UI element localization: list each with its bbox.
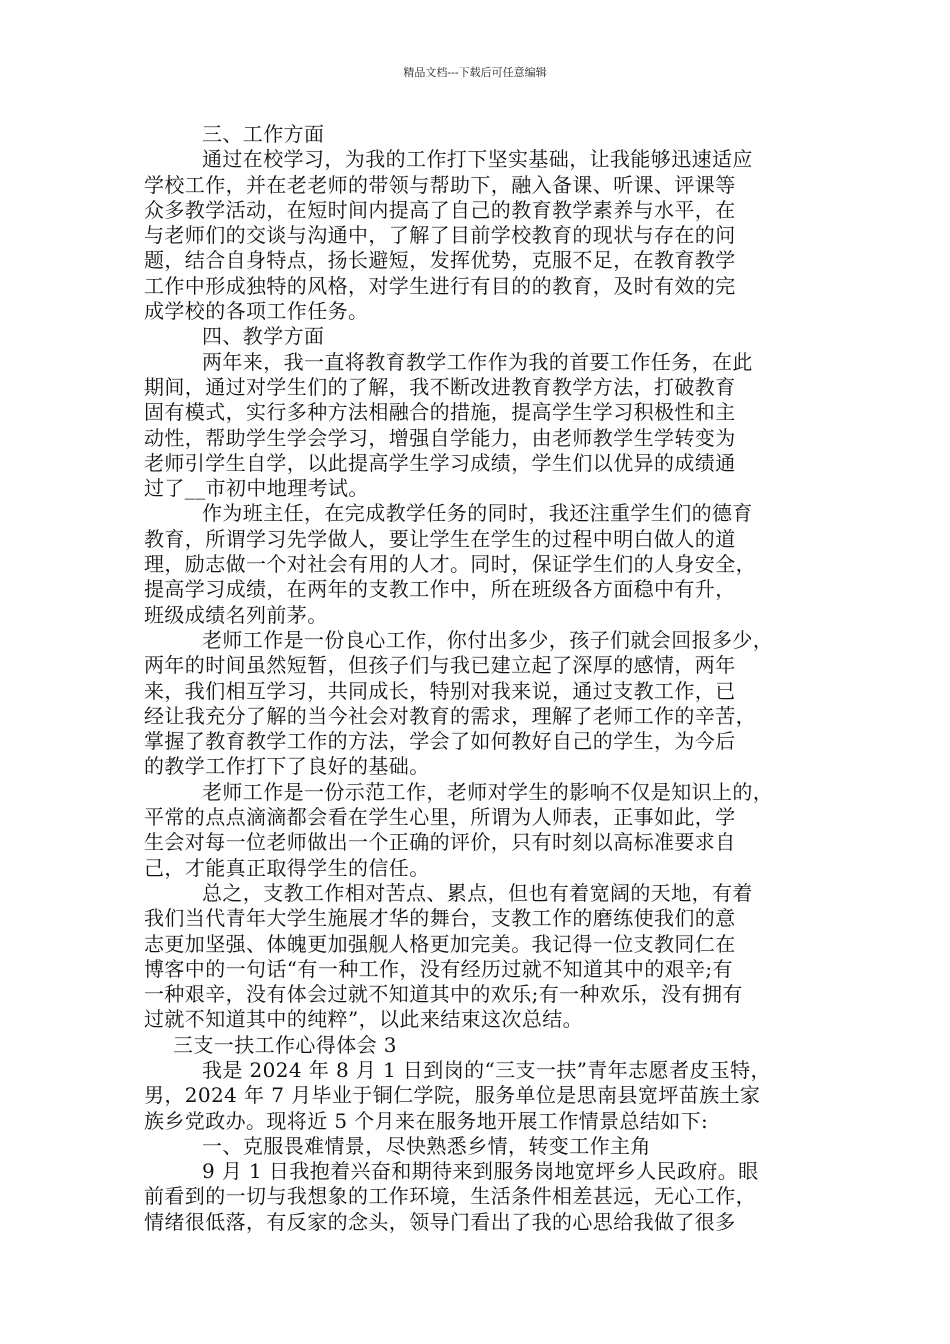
- text-line: 成学校的各项工作任务。: [144, 299, 369, 324]
- text-line: 平常的点点滴滴都会看在学生心里，所谓为人师表，正事如此，学: [144, 805, 736, 830]
- text-line: 的教学工作打下了良好的基础。: [144, 754, 430, 779]
- text-line: 族乡党政办。现将近 5 个月来在服务地开展工作情景总结如下:: [144, 1108, 709, 1133]
- text-line: 老师工作是一份良心工作，你付出多少，孩子们就会回报多少，: [202, 627, 774, 652]
- text-line: 老师工作是一份示范工作，老师对学生的影响不仅是知识上的，: [202, 779, 774, 804]
- text-line: 两年来，我一直将教育教学工作作为我的首要工作任务，在此: [202, 349, 753, 374]
- text-line: 我是 2024 年 8 月 1 日到岗的“三支一扶”青年志愿者皮玉特，: [202, 1057, 771, 1082]
- text-line: 题，结合自身特点，扬长避短，发挥优势，克服不足，在教育教学: [144, 248, 736, 273]
- text-line: 三、工作方面: [202, 122, 325, 146]
- text-line: 博客中的一句话“有一种工作，没有经历过就不知道其中的艰辛;有: [144, 956, 733, 981]
- document-body: [144, 122, 824, 1235]
- text-line: 己，才能真正取得学生的信任。: [144, 855, 430, 880]
- text-line: 男，2024 年 7 月毕业于铜仁学院，服务单位是思南县宽坪苗族土家: [144, 1083, 761, 1108]
- text-line: 众多教学活动，在短时间内提高了自己的教育教学素养与水平，在: [144, 197, 736, 222]
- text-line: 理，励志做一个对社会有用的人才。同时，保证学生们的人身安全，: [144, 552, 756, 577]
- text-line: 动性，帮助学生学会学习，增强自学能力，由老师教学生学转变为: [144, 425, 736, 450]
- text-line: 学校工作，并在老老师的带领与帮助下，融入备课、听课、评课等: [144, 172, 736, 197]
- text-line: 一、克服畏难情景，尽快熟悉乡情，转变工作主角: [202, 1133, 651, 1158]
- text-line: 工作中形成独特的风格，对学生进行有目的的教育，及时有效的完: [144, 273, 736, 298]
- text-line: 固有模式，实行多种方法相融合的措施，提高学生学习积极性和主: [144, 400, 736, 425]
- text-line: 过了__市初中地理考试。: [144, 476, 369, 501]
- text-line: 三支一扶工作心得体会 3: [173, 1032, 397, 1057]
- text-line: 一种艰辛，没有体会过就不知道其中的欢乐;有一种欢乐，没有拥有: [144, 982, 743, 1007]
- text-line: 提高学习成绩，在两年的支教工作中，所在班级各方面稳中有升，: [144, 577, 736, 602]
- text-line: 四、教学方面: [202, 324, 325, 349]
- text-line: 掌握了教育教学工作的方法，学会了如何教好自己的学生，为今后: [144, 729, 736, 754]
- text-line: 经让我充分了解的当今社会对教育的需求，理解了老师工作的辛苦，: [144, 703, 756, 728]
- text-line: 情绪很低落，有反家的念头，领导门看出了我的心思给我做了很多: [144, 1209, 736, 1234]
- text-line: 生会对每一位老师做出一个正确的评价，只有时刻以高标准要求自: [144, 830, 736, 855]
- text-line: 与老师们的交谈与沟通中，了解了目前学校教育的现状与存在的问: [144, 223, 736, 248]
- text-line: 志更加坚强、体魄更加强舰人格更加完美。我记得一位支教同仁在: [144, 931, 736, 956]
- text-line: 老师引学生自学，以此提高学生学习成绩，学生们以优异的成绩通: [144, 450, 736, 475]
- text-line: 前看到的一切与我想象的工作环境，生活条件相差甚远，无心工作，: [144, 1184, 756, 1209]
- text-line: 教育，所谓学习先学做人，要让学生在学生的过程中明白做人的道: [144, 526, 736, 551]
- text-line: 总之，支教工作相对苦点、累点，但也有着宽阔的天地，有着: [202, 880, 753, 905]
- text-line: 我们当代青年大学生施展才华的舞台，支教工作的磨练使我们的意: [144, 906, 736, 931]
- text-line: 来，我们相互学习，共同成长，特别对我来说，通过支教工作，已: [144, 678, 736, 703]
- text-line: 通过在校学习，为我的工作打下坚实基础，让我能够迅速适应: [202, 147, 753, 172]
- text-line: 两年的时间虽然短暂，但孩子们与我已建立起了深厚的感情，两年: [144, 653, 736, 678]
- text-line: 作为班主任，在完成教学任务的同时，我还注重学生们的德育: [202, 501, 753, 526]
- document-header: 精品文档---下载后可任意编辑: [403, 66, 547, 79]
- text-line: 班级成绩名列前茅。: [144, 602, 328, 627]
- text-line: 过就不知道其中的纯粹”，以此来结束这次总结。: [144, 1007, 584, 1032]
- text-line: 期间，通过对学生们的了解，我不断改进教育教学方法，打破教育: [144, 374, 736, 399]
- text-line: 9 月 1 日我抱着兴奋和期待来到服务岗地宽坪乡人民政府。眼: [202, 1159, 759, 1184]
